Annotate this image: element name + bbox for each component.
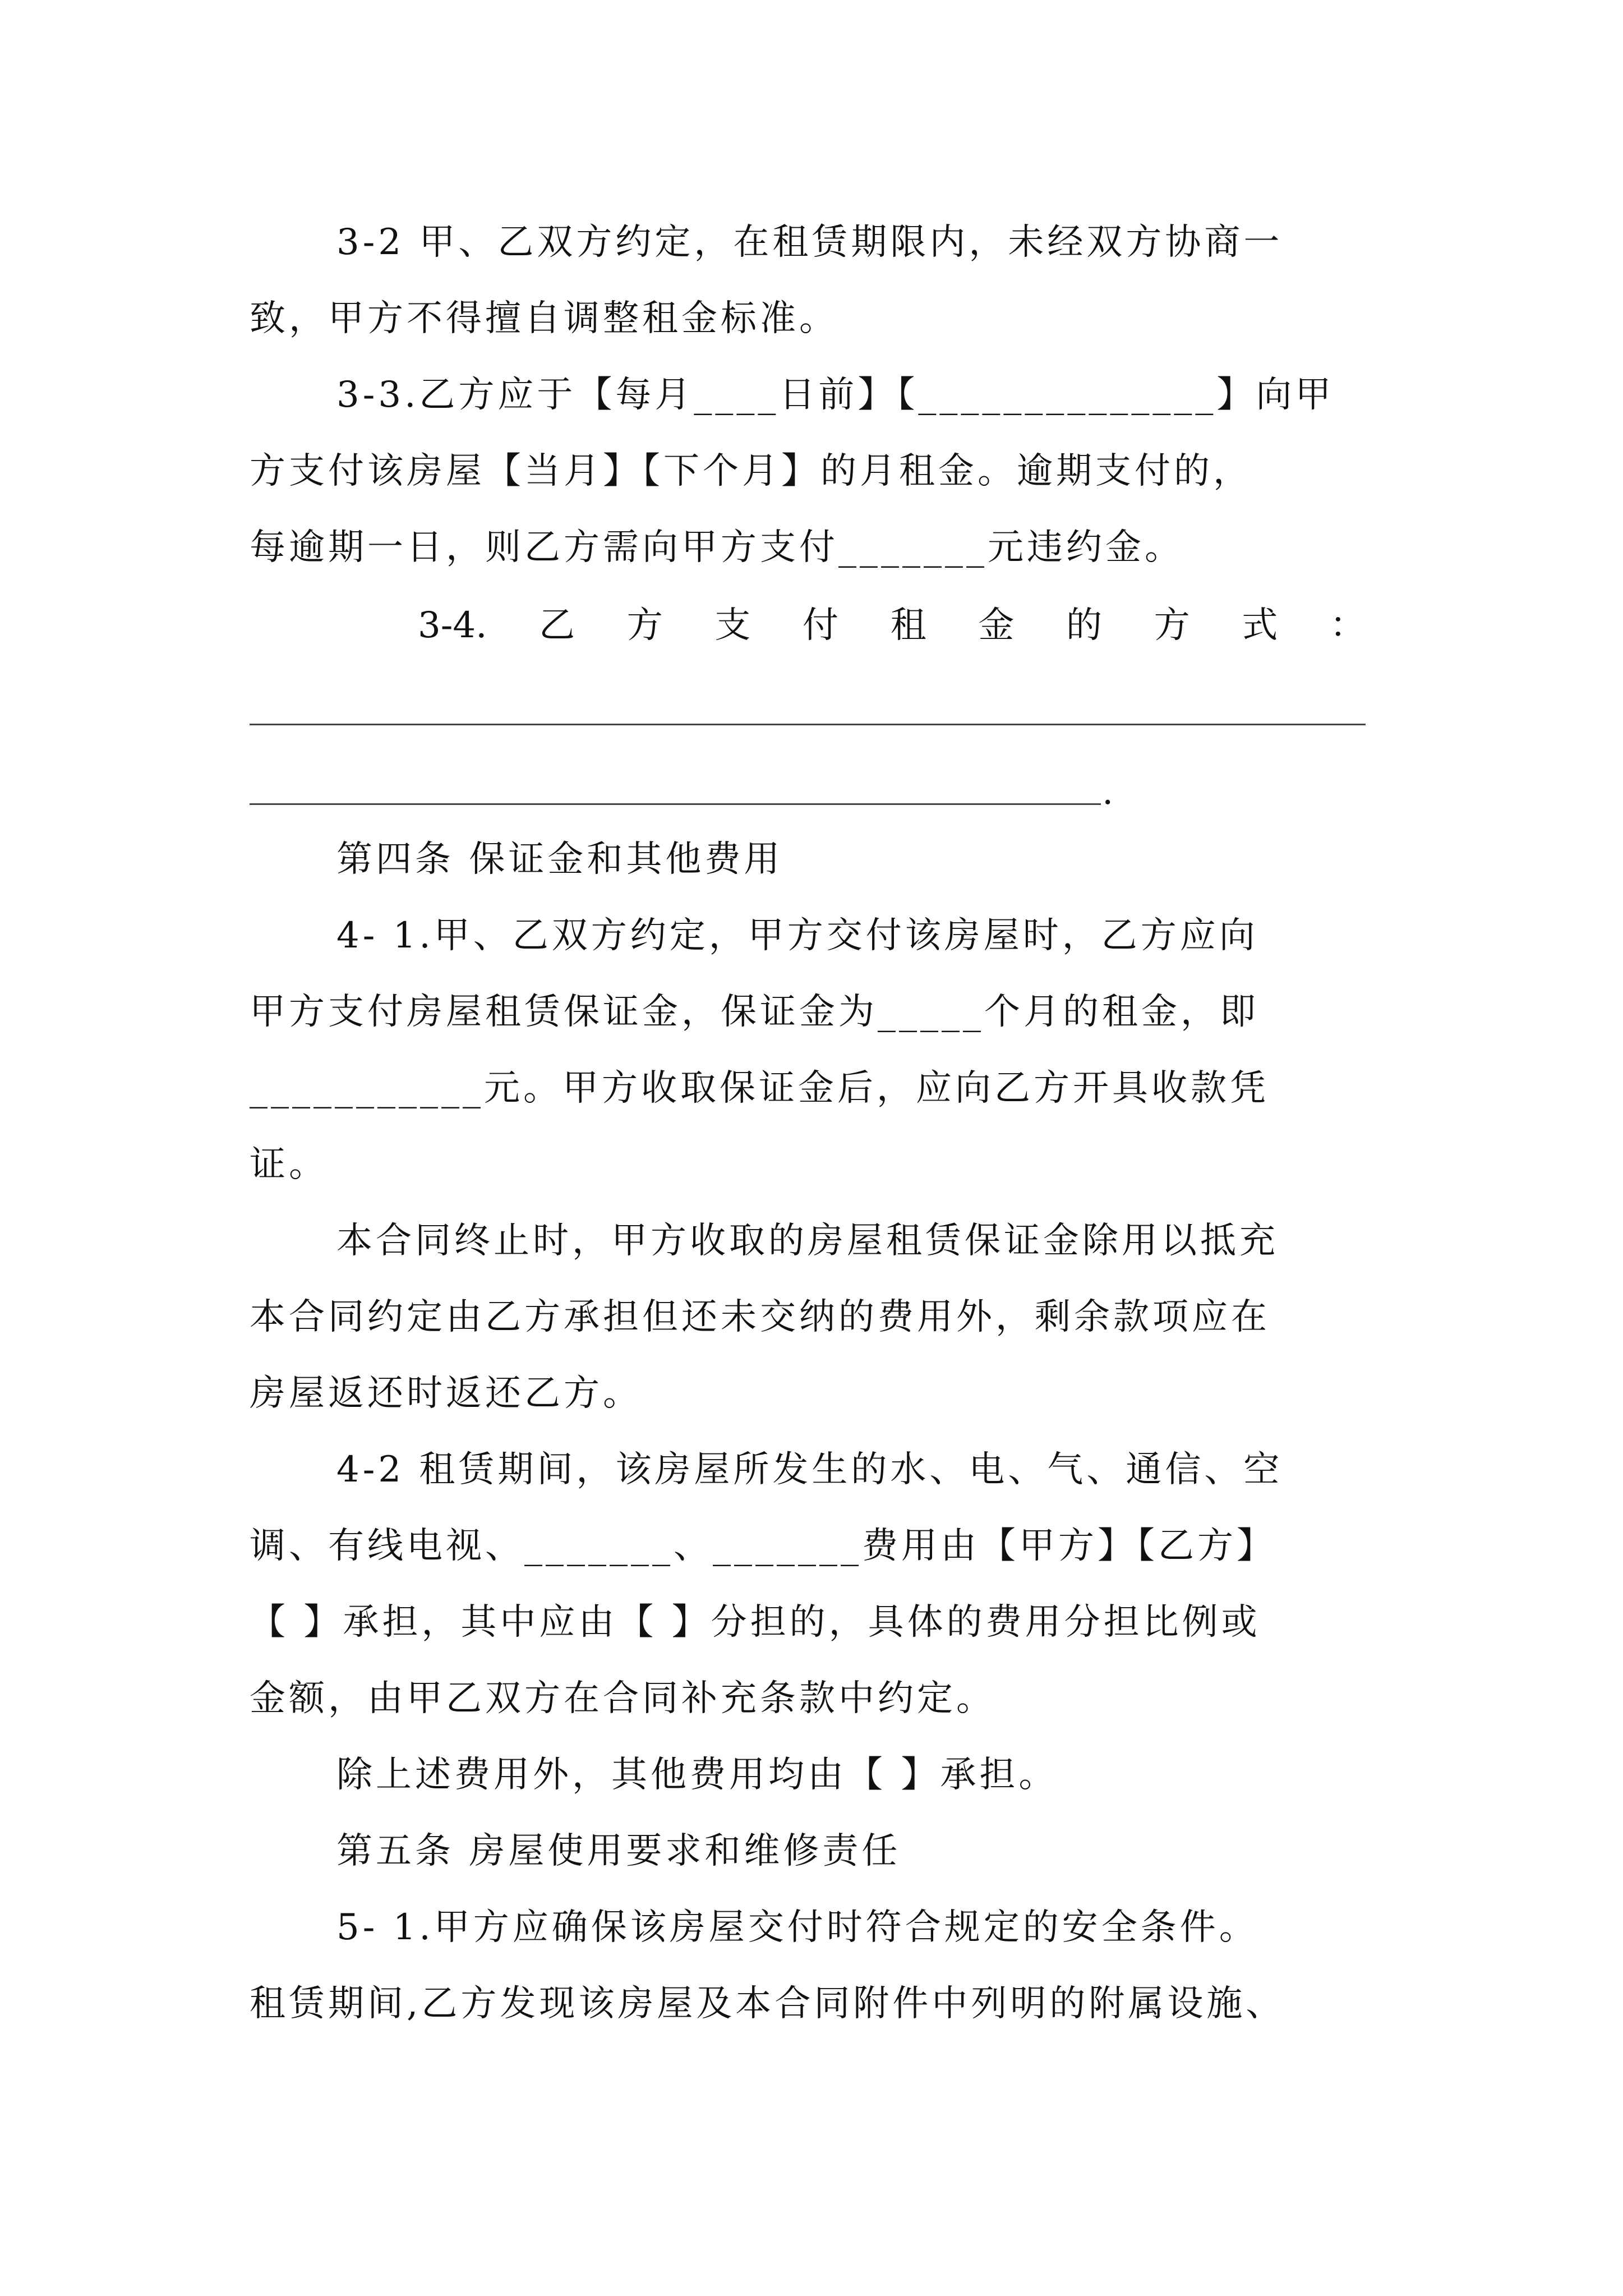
paragraph-line: 甲方支付房屋租赁保证金，保证金为_____个月的租金，即 <box>250 991 1259 1033</box>
paragraph-line: ___________元。甲方收取保证金后，应向乙方开具收款凭 <box>250 1068 1269 1109</box>
spread-token: 金 <box>978 605 1015 646</box>
spread-token: 租 <box>890 605 926 646</box>
paragraph-line: 4-2 租赁期间，该房屋所发生的水、电、气、通信、空 <box>336 1449 1283 1490</box>
paragraph-line: 每逾期一日，则乙方需向甲方支付_______元违约金。 <box>250 527 1184 568</box>
section-heading: 第五条 房屋使用要求和维修责任 <box>336 1830 901 1872</box>
blank-fill-line <box>250 803 1101 805</box>
blank-fill-line <box>250 724 1366 725</box>
spread-token: 3-4. <box>418 605 487 646</box>
spread-token: 乙 <box>539 605 575 646</box>
paragraph-line: 除上述费用外，其他费用均由【 】承担。 <box>336 1754 1058 1796</box>
spread-token: 的 <box>1066 605 1102 646</box>
paragraph-line: 房屋返还时返还乙方。 <box>250 1373 642 1414</box>
spread-token: ： <box>1329 605 1366 646</box>
spread-token: 方 <box>1154 605 1190 646</box>
paragraph-line: 租赁期间,乙方发现该房屋及本合同附件中列明的附属设施、 <box>250 1983 1285 2024</box>
paragraph-line: 致，甲方不得擅自调整租金标准。 <box>250 298 838 339</box>
paragraph-line: 金额，由甲乙双方在合同补充条款中约定。 <box>250 1678 995 1719</box>
paragraph-line: 方支付该房屋【当月】【下个月】的月租金。逾期支付的， <box>250 450 1252 492</box>
spread-token: 付 <box>803 605 839 646</box>
spread-token: 方 <box>626 605 663 646</box>
paragraph-line: 调、有线电视、_______、_______费用由【甲方】【乙方】 <box>250 1525 1276 1567</box>
blank-end-period: . <box>1102 771 1114 813</box>
payment-method-line <box>418 605 1366 646</box>
paragraph-line: 3-2 甲、乙双方约定，在租赁期限内，未经双方协商一 <box>336 222 1283 263</box>
spread-token: 支 <box>714 605 751 646</box>
paragraph-line: 3-3.乙方应于【每月____日前】【______________】向甲 <box>336 374 1335 416</box>
paragraph-line: 【 】承担，其中应由【 】分担的，具体的费用分担比例或 <box>250 1602 1261 1643</box>
paragraph-line: 证。 <box>250 1144 328 1185</box>
spread-token: 式 <box>1242 605 1278 646</box>
section-heading: 第四条 保证金和其他费用 <box>336 839 783 880</box>
paragraph-line: 4- 1.甲、乙双方约定，甲方交付该房屋时，乙方应向 <box>336 915 1258 956</box>
paragraph-line: 本合同约定由乙方承担但还未交纳的费用外，剩余款项应在 <box>250 1296 1270 1338</box>
paragraph-line: 本合同终止时，甲方收取的房屋租赁保证金除用以抵充 <box>336 1220 1279 1262</box>
paragraph-line: 5- 1.甲方应确保该房屋交付时符合规定的安全条件。 <box>336 1907 1258 1948</box>
